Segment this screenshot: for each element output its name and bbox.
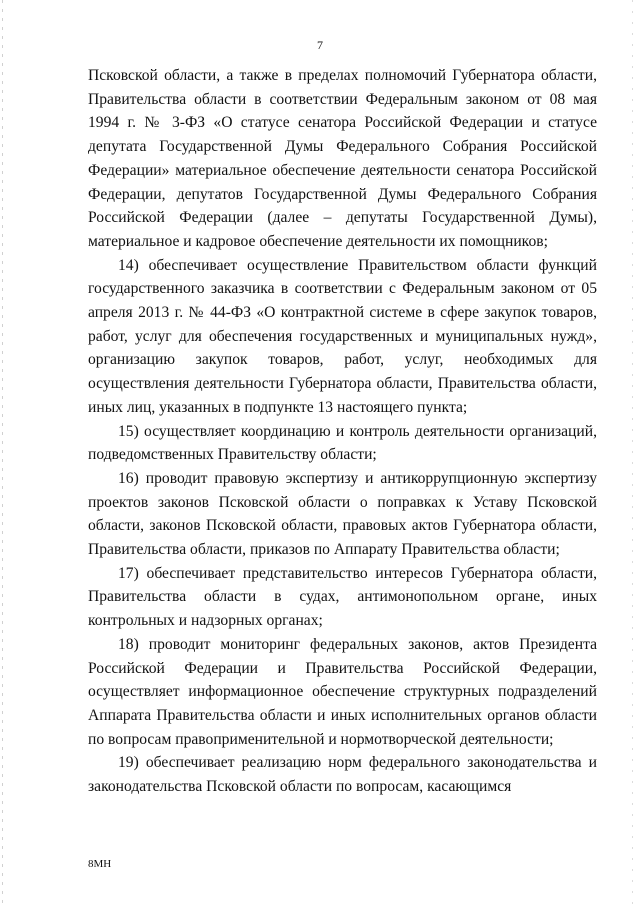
document-body	[88, 64, 597, 799]
footer-code: 8MH	[88, 858, 112, 870]
paragraph-continuation: Псковской области, а также в пределах полномочий Губернатора области, Правительства области в соответствии Федеральным законом от 08 мая 1994 г. № 3-ФЗ «О статусе сенатора Российской Федерации и статусе депутата Государственной Думы Федерального Собрания Российской Федерации» материальное обеспечение деятельности сенатора Российской Федерации, депутатов Государственной Думы Федерального Собрания Российской Федерации (далее – депутаты Государственной Думы), материальное и кадровое обеспечение деятельности их помощников;	[88, 67, 597, 250]
paragraph-item-14: 14) обеспечивает осуществление Правительством области функций государственного заказчика в соответствии с Федеральным законом от 05 апреля 2013 г. № 44-ФЗ «О контрактной системе в сфере закупок товаров, работ, услуг для обеспечения государственных и муниципальных нужд», организацию закупок товаров, работ, услуг, необходимых для осуществления деятельности Губернатора области, Правительства области, иных лиц, указанных в подпункте 13 настоящего пункта;	[88, 256, 597, 416]
page-number: 7	[317, 38, 323, 52]
paragraph-item-17: 17) обеспечивает представительство интересов Губернатора области, Правительства области в судах, антимонопольном органе, иных контрольных и надзорных органах;	[88, 564, 597, 630]
paragraph-item-16: 16) проводит правовую экспертизу и антикоррупционную экспертизу проектов законов Псковской области о поправках к Уставу Псковской области, законов Псковской области, правовых актов Губернатора области, Правительства области, приказов по Аппарату Правительства области;	[88, 469, 597, 559]
scan-edge-right	[632, 0, 633, 905]
paragraph-item-19: 19) обеспечивает реализацию норм федерального законодательства и законодательства Псковской области по вопросам, касающимся	[88, 754, 597, 796]
paragraph-item-15: 15) осуществляет координацию и контроль деятельности организаций, подведомственных Правительству области;	[88, 422, 597, 464]
scan-edge-left	[2, 0, 3, 905]
paragraph-item-18: 18) проводит мониторинг федеральных законов, актов Президента Российской Федерации и Правительства Российской Федерации, осуществляет информационное обеспечение структурных подразделений Аппарата Правительства области и иных исполнительных органов области по вопросам правоприменительной и нормотворческой деятельности;	[88, 635, 597, 748]
